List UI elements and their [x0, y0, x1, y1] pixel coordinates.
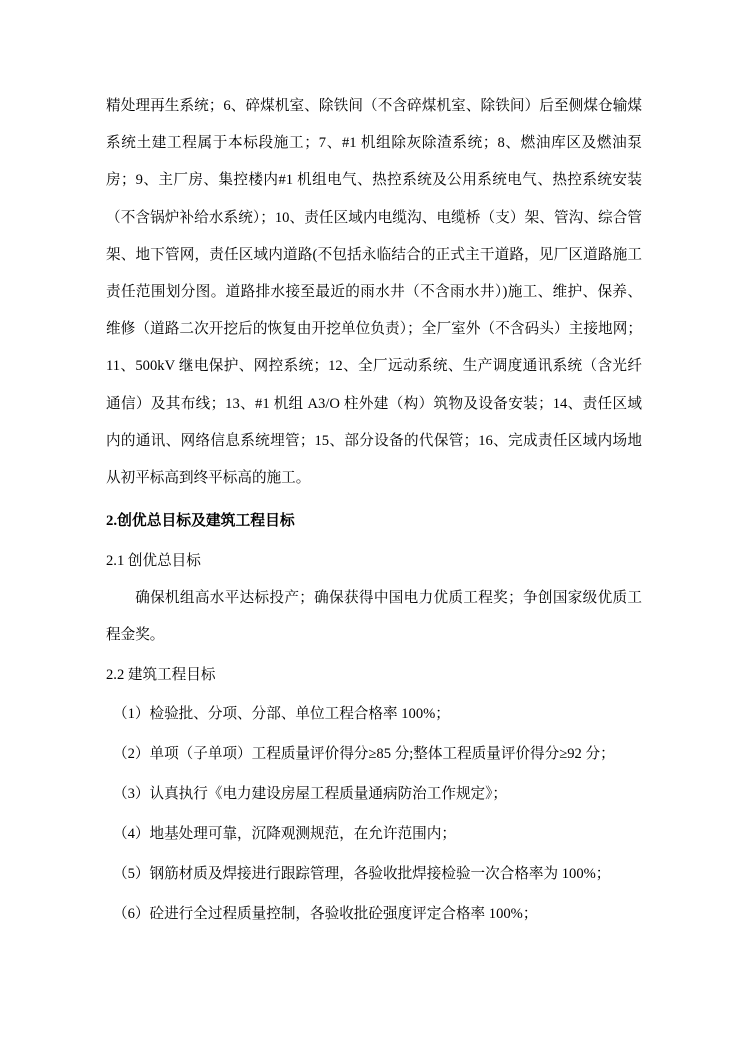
subsection-title-2-1: 2.1 创优总目标 [106, 552, 201, 569]
section-heading-2: 2.创优总目标及建筑工程目标 [106, 513, 295, 530]
goal-item-6: （6）砼进行全过程质量控制，各验收批砼强度评定合格率 100%； [113, 906, 538, 923]
goals-list [106, 694, 642, 935]
paragraph-2-1-body: 确保机组高水平达标投产；确保获得中国电力优质工程奖；争创国家级优质工程金奖。 [106, 590, 642, 644]
goal-item-3: （3）认真执行《电力建设房屋工程质量通病防治工作规定》； [113, 786, 508, 803]
goal-item-2: （2）单项（子单项）工程质量评价得分≥85 分;整体工程质量评价得分≥92 分； [113, 745, 615, 762]
subsection-title-2-2: 2.2 建筑工程目标 [106, 666, 216, 683]
goal-item-1: （1）检验批、分项、分部、单位工程合格率 100%； [113, 705, 450, 722]
goal-item-5: （5）钢筋材质及焊接进行跟踪管理，各验收批焊接检验一次合格率为 100%； [113, 866, 611, 883]
goal-item-4: （4）地基处理可靠，沉降观测规范，在允许范围内； [113, 826, 456, 843]
body-paragraph-scope-list: 精处理再生系统；6、碎煤机室、除铁间（不含碎煤机室、除铁间）后至侧煤仓输煤系统土建工程属于本标段施工；7、#1 机组除灰除渣系统；8、燃油库区及燃油泵房；9、主厂房、集控楼内#1 机组电气、热控系统及公用系统电气、热控系统安装（不含锅炉补给水系统）；10、责任区域内电缆沟、电缆桥（支）架、管沟、综合管架、地下管网，责任区域内道路(不包括永临结合的正式主干道路，见厂区道路施工责任范围划分图。道路排水接至最近的雨水井（不含雨水井）)施工、维护、保养、维修（道路二次开挖后的恢复由开挖单位负责）；全厂室外（不含码头）主接地网；11、500kV 继电保护、网控系统；12、全厂远动系统、生产调度通讯系统（含光纤通信）及其布线；13、#1 机组 A3/O 柱外建（构）筑物及设备安装；14、责任区域内的通讯、网络信息系统埋管；15、部分设备的代保管；16、完成责任区域内场地从初平标高到终平标高的施工。 [106, 98, 642, 487]
